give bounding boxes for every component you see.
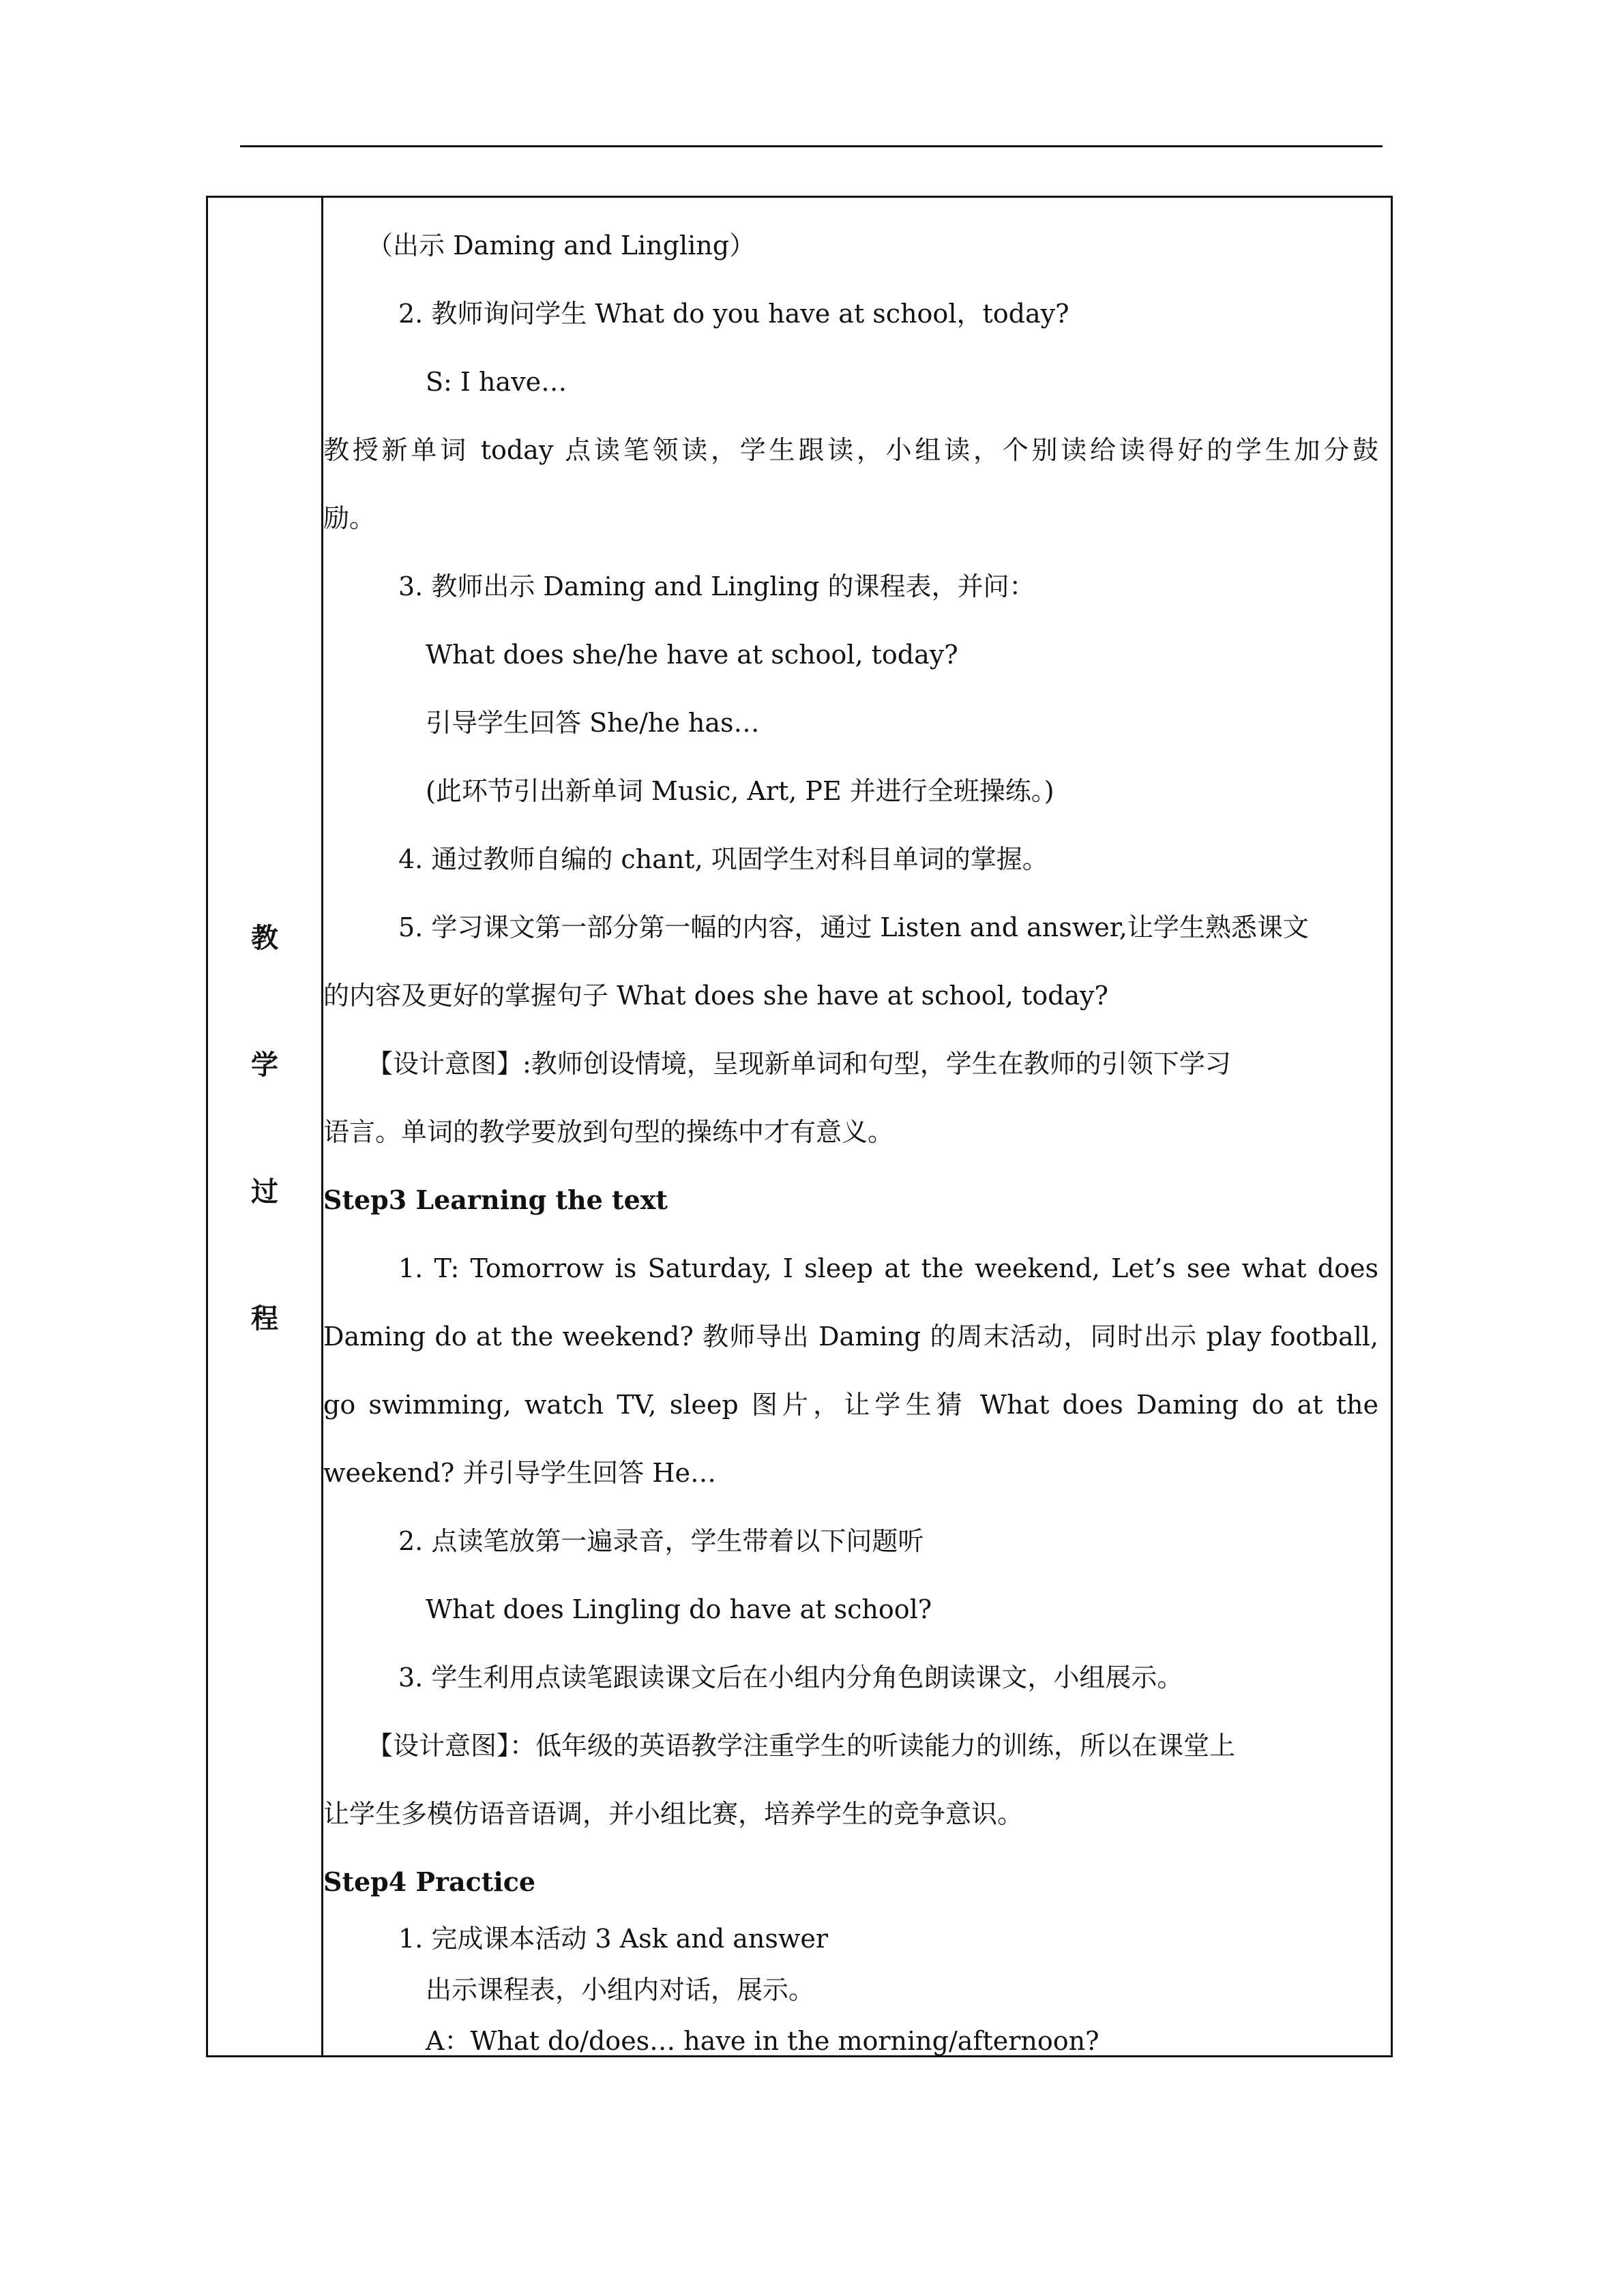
row-label-char: 教 [251, 923, 278, 954]
content-cell [323, 198, 1391, 2055]
text-line: Daming do at the weekend? 教师导出 Daming 的周末活动，同时出示 play football, [323, 1322, 1378, 1352]
text-line: What does she/he have at school, today? [426, 640, 958, 670]
text-line: S: I have… [426, 367, 567, 397]
text-line: 教授新单词 today 点读笔领读，学生跟读，小组读，个别读给读得好的学生加分鼓 [323, 435, 1378, 465]
row-label-char: 学 [251, 1049, 278, 1081]
text-line: 引导学生回答 She/he has… [426, 708, 760, 738]
header-rule [240, 145, 1383, 147]
text-line: 5. 学习课文第一部分第一幅的内容，通过 Listen and answer,让学生熟悉课文 [398, 912, 1309, 942]
row-label-char: 程 [251, 1303, 278, 1335]
text-line: weekend? 并引导学生回答 He… [323, 1458, 716, 1488]
text-line: A：What do/does… have in the morning/afternoon? [426, 2026, 1099, 2055]
text-line: （出示 Daming and Lingling） [367, 230, 756, 260]
row-label-char: 过 [251, 1176, 278, 1208]
design-intent-line: 【设计意图】：低年级的英语教学注重学生的听读能力的训练，所以在课堂上 [367, 1731, 1236, 1761]
design-intent-line: 【设计意图】:教师创设情境，呈现新单词和句型，学生在教师的引领下学习 [367, 1049, 1231, 1079]
text-line: What does Lingling do have at school? [426, 1594, 932, 1624]
text-line: 出示课程表，小组内对话，展示。 [426, 1975, 815, 2005]
text-line: 3. 教师出示 Daming and Lingling 的课程表，并问： [398, 571, 1035, 601]
text-line: (此环节引出新单词 Music, Art, PE 并进行全班操练。) [426, 776, 1054, 806]
text-line: 1. 完成课本活动 3 Ask and answer [398, 1924, 829, 1954]
step-heading: Step4 Practice [323, 1866, 536, 1897]
text-line: 2. 教师询问学生 What do you have at school，today? [398, 299, 1069, 329]
text-line: 4. 通过教师自编的 chant, 巩固学生对科目单词的掌握。 [398, 844, 1048, 874]
text-line: 语言。单词的教学要放到句型的操练中才有意义。 [323, 1117, 894, 1147]
step-heading: Step3 Learning the text [323, 1184, 668, 1215]
text-line: 3. 学生利用点读笔跟读课文后在小组内分角色朗读课文，小组展示。 [398, 1663, 1183, 1693]
text-line: 2. 点读笔放第一遍录音，学生带着以下问题听 [398, 1526, 924, 1556]
text-line: 励。 [323, 503, 376, 533]
row-label-cell [208, 198, 323, 2055]
text-line: 的内容及更好的掌握句子 What does she have at school, today? [323, 981, 1108, 1011]
text-line: 让学生多模仿语音语调，并小组比赛，培养学生的竞争意识。 [323, 1799, 1024, 1829]
text-line: go swimming, watch TV, sleep 图片，让学生猜 What does Daming do at the [323, 1390, 1378, 1420]
text-line: 1. T: Tomorrow is Saturday, I sleep at the weekend, Let’s see what does [398, 1253, 1378, 1283]
lesson-plan-table [206, 196, 1393, 2057]
